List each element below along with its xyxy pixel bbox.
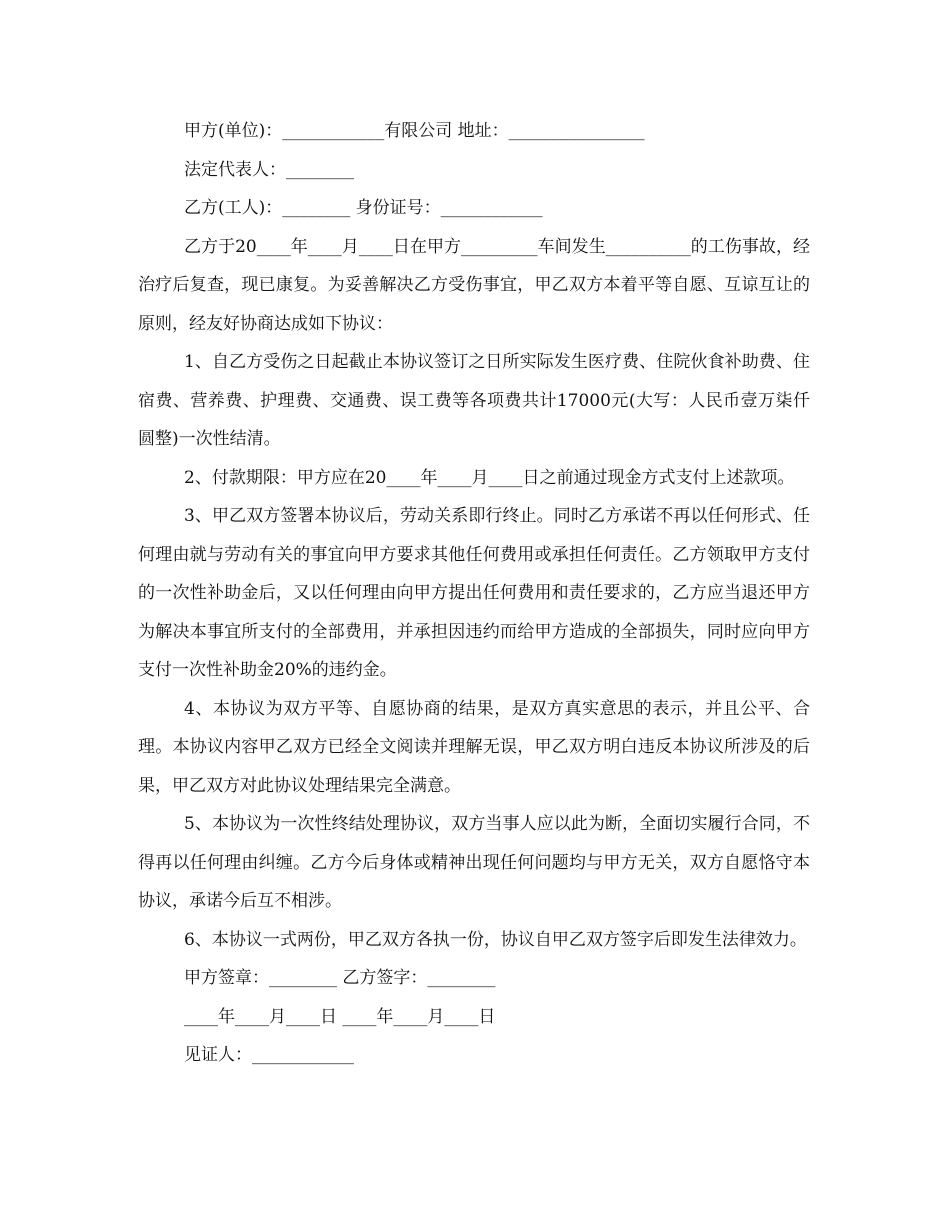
clause-6: 6、本协议一式两份，甲乙双方各执一份，协议自甲乙双方签字后即发生法律效力。 (184, 929, 807, 950)
signature-line: 甲方签章：________ 乙方签字：________ (184, 968, 496, 988)
legal-representative-line: 法定代表人：________ (184, 159, 354, 180)
party-a-line: 甲方(单位)：____________有限公司 地址：________________ (184, 121, 645, 141)
party-b-line: 乙方(工人)：________ 身份证号：____________ (184, 198, 543, 218)
clause-2: 2、付款期限：甲方应在20____年____月____日之前通过现金方式支付上述款项。 (184, 467, 795, 488)
clause-1: 1、自乙方受伤之日起截止本协议签订之日所实际发生医疗费、住院伙食补助费、住宿费、营养费、护理费、交通费、误工费等各项费共计17000元(大写：人民币壹万柒仟圆整)一次性结清。 (138, 352, 810, 449)
clause-5: 5、本协议为一次性终结处理协议，双方当事人应以此为断，全面切实履行合同，不得再以任何理由纠缠。乙方今后身体或精神出现任何问题均与甲方无关，双方自愿恪守本协议，承诺今后互不相涉。 (138, 814, 810, 911)
clause-3: 3、甲乙双方签署本协议后，劳动关系即行终止。同时乙方承诺不再以任何形式、任何理由就与劳动有关的事宜向甲方要求其他任何费用或承担任何责任。乙方领取甲方支付的一次性补助金后，又以任何理由向甲方提出任何费用和责任要求的，乙方应当退还甲方为解决本事宜所支付的全部费用，并承担因违约而给甲方造成的全部损失，同时应向甲方支付一次性补助金20%的违约金。 (138, 506, 810, 680)
date-line: ____年____月____日 ____年____月____日 (184, 1006, 496, 1027)
witness-line: 见证人：____________ (184, 1045, 354, 1065)
clause-4: 4、本协议为双方平等、自愿协商的结果，是双方真实意思的表示，并且公平、合理。本协议内容甲乙双方已经全文阅读并理解无误，甲乙双方明白违反本协议所涉及的后果，甲乙双方对此协议处理结果完全满意。 (138, 698, 810, 796)
agreement-document (138, 112, 810, 1075)
intro-paragraph: 乙方于20____年____月____日在甲方_________车间发生__________的工伤事故，经治疗后复查，现已康复。为妥善解决乙方受伤事宜，甲乙双方本着平等自愿、互谅互让的原则，经友好协商达成如下协议： (138, 236, 810, 334)
